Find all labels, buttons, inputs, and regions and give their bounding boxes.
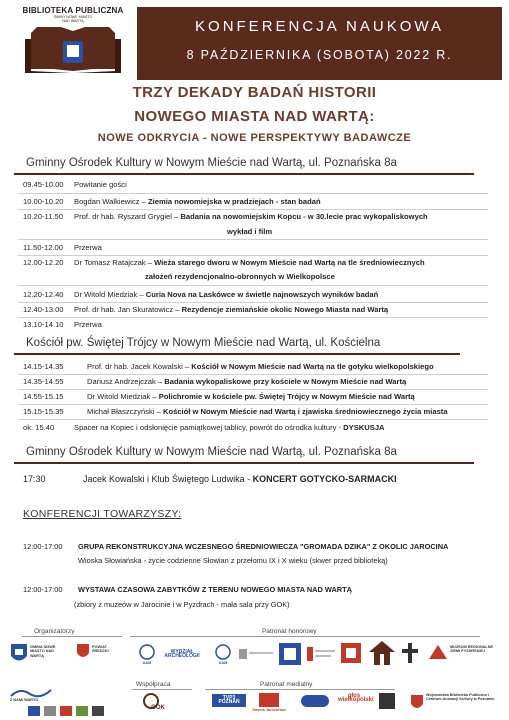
gok-logo: GOK (151, 705, 165, 711)
row-divider (18, 419, 488, 420)
concert-row: 17:30 Jacek Kowalski i Klub Świętego Ludwika - KONCERT GOTYCKO-SARMACKI (23, 474, 397, 484)
row-divider (18, 389, 488, 390)
row-continuation: założeń rezydencjonalno-obronnych w Wielkopolsce (145, 272, 335, 281)
tvp-logo: TVP3 POZNAŃ (212, 694, 246, 707)
honorary-line (130, 636, 480, 637)
program-row: 09.45-10.00 Powitanie gości (23, 180, 127, 189)
organizers-label: Organizatorzy (34, 628, 75, 635)
media-partner-icon (378, 692, 396, 710)
venue3-name: Gminny Ośrodek Kultury w Nowym Mieście nad Wartą, ul. Poznańska 8a (26, 446, 397, 458)
wbp-crest-icon (410, 694, 424, 712)
row-divider (18, 302, 488, 303)
muzeum-logo: MUZEUM REGIONALNE ZIEMI PYZDRSKIEJ (450, 645, 494, 654)
institution-logo-icon (278, 642, 302, 668)
venue3-divider (14, 462, 474, 464)
program-row: 10.00-10.20 Bogdan Walkiewicz – Ziemia nowomiejska w pradziejach - stan badań (23, 197, 321, 206)
logo-title: BIBLIOTEKA PUBLICZNA (22, 6, 124, 15)
powiat-crest-icon (76, 643, 90, 661)
row-continuation: wykład i film (227, 227, 273, 236)
wydzial-logo: WYDZIAŁ ARCHEOLOGII (164, 649, 200, 660)
uam-logo: UAM (142, 661, 152, 665)
conference-banner (137, 7, 502, 80)
main-title-line1: TRZY DEKADY BADAŃ HISTORII (132, 84, 377, 101)
program-row: 14.35-14.55 Dariusz Andrzejczak – Badania wykopaliskowe przy kościele w Nowym Mieście nad Wartą (23, 377, 407, 386)
row-divider (18, 239, 488, 240)
banner-date: 8 PAŹDZIERNIKA (SOBOTA) 2022 R. (186, 48, 453, 62)
logo-line3: NAD WARTĄ (62, 19, 84, 24)
gmina-crest-icon (10, 643, 28, 665)
media-label: Patronat medialny (260, 681, 313, 688)
program-row: 12.00-12.20 Dr Tomasz Ratajczak – Wieża starego dworu w Nowym Mieście nad Wartą na tle średniowiecznych (23, 258, 425, 267)
row-divider (18, 374, 488, 375)
open-book-icon (23, 25, 123, 75)
program-row: 14.55-15.15 Dr Witold Miedziak – Polichromie w kościele pw. Świętej Trójcy w Nowym Mieście nad Wartą (23, 392, 415, 401)
banner-title: KONFERENCJA NAUKOWA (195, 18, 444, 35)
organizers-line (22, 636, 122, 637)
museum-logo-icon (428, 644, 448, 660)
venue1-name: Gminny Ośrodek Kultury w Nowym Mieście nad Wartą, ul. Poznańska 8a (26, 157, 397, 169)
uam-crest-icon (138, 644, 156, 660)
logo-line2: GMINY NOWE MIASTO (53, 15, 93, 19)
venue2-divider (14, 353, 460, 355)
row-divider (18, 193, 488, 194)
main-title-line2: NOWEGO MIASTA NAD WARTĄ: (134, 108, 375, 125)
radio-logo-icon (300, 694, 330, 708)
uam2-logo: UAM (218, 661, 228, 665)
venue2-name: Kościół pw. Świętej Trójcy w Nowym Mieście nad Wartą, ul. Kościelna (26, 337, 381, 349)
cooperation-line (132, 689, 192, 690)
gmina-logo: GMINA NOWE MIASTO NAD WARTĄ (30, 645, 56, 658)
glos-logo: głos wielkopolski (338, 693, 374, 704)
library-logo (14, 6, 132, 76)
faculty-logo-icon (238, 645, 274, 665)
program-row: 12.20-12.40 Dr Witold Miedziak – Curia Nova na Laskówce w świetle najnowszych wyników badań (23, 290, 379, 299)
gazeta-logo: Gazeta Jarocińska (252, 708, 286, 712)
zamiwarto-logo: Z NAMI WARTO (10, 698, 39, 702)
companion-event-desc: Wioska Słowiańska - życie codzienne Słowian z przełomu IX i X wieku (skwer przed biblioteką) (78, 556, 388, 565)
cooperation-label: Współpraca (136, 681, 171, 688)
program-row: 10.20-11.50 Prof. dr hab. Ryszard Grygiel – Badania na nowomiejskim Kopcu - w 30.lecie prac wykopaliskowych (23, 212, 428, 221)
main-subtitle: NOWE ODKRYCIA - NOWE PERSPEKTYWY BADAWCZE (97, 132, 412, 144)
wbp-logo: Wojewódzka Biblioteka Publiczna i Centrum Animacji Kultury w Poznaniu (426, 693, 495, 702)
program-row: 11.50-12.00 Przerwa (23, 243, 102, 252)
partner-icons-row (28, 706, 118, 718)
venue1-divider (14, 173, 474, 175)
uam2-crest-icon (214, 644, 232, 660)
row-divider (18, 404, 488, 405)
companion-event: 12:00-17:00 GRUPA REKONSTRUKCYJNA WCZESNEGO ŚREDNIOWIECZA "GROMADA DZIKA" Z OKOLIC JAROCINA (23, 542, 449, 551)
row-divider (18, 255, 488, 256)
honorary-label: Patronat honorowy (262, 628, 317, 635)
gazeta-logo-icon (258, 692, 280, 708)
companion-event-desc: (zbiory z muzeów w Jarocinie i w Pyzdrach - mała sala przy GOK) (74, 600, 290, 609)
cross-logo-icon (400, 642, 420, 664)
program-row: 14.15-14.35 Prof. dr hab. Jacek Kowalski – Kościół w Nowym Mieście nad Wartą na tle gotyku wielkopolskiego (23, 362, 434, 371)
ministry-logo-icon (306, 645, 336, 665)
program-row: 12.40-13.00 Prof. dr hab. Jan Skuratowicz – Rezydencje ziemiańskie okolic Nowego Miasta nad Wartą (23, 305, 389, 314)
row-divider (18, 317, 488, 318)
row-divider (18, 209, 488, 210)
powiat-logo: POWIAT ŚREDZKI (92, 645, 109, 654)
row-divider (18, 285, 488, 286)
media-line (205, 689, 395, 690)
companion-event: 12:00-17:00 WYSTAWA CZASOWA ZABYTKÓW Z TERENU NOWEGO MIASTA NAD WARTĄ (23, 585, 352, 594)
program-row: 15.15-15.35 Michał Błaszczyński – Kościół w Nowym Mieście nad Wartą i zjawiska średniowiecznego życia miasta (23, 407, 448, 416)
program-row: 13.10-14.10 Przerwa (23, 320, 102, 329)
zamiwarto-logo-icon (10, 686, 52, 698)
institute-logo-icon (340, 642, 362, 664)
program-row: ok. 15.40 Spacer na Kopiec i odsłonięcie pamiątkowej tablicy, powrót do ośrodka kultury - DYSKUSJA (23, 423, 385, 432)
companion-heading: KONFERENCJI TOWARZYSZY: (23, 508, 182, 520)
parish-logo-icon (368, 640, 396, 666)
